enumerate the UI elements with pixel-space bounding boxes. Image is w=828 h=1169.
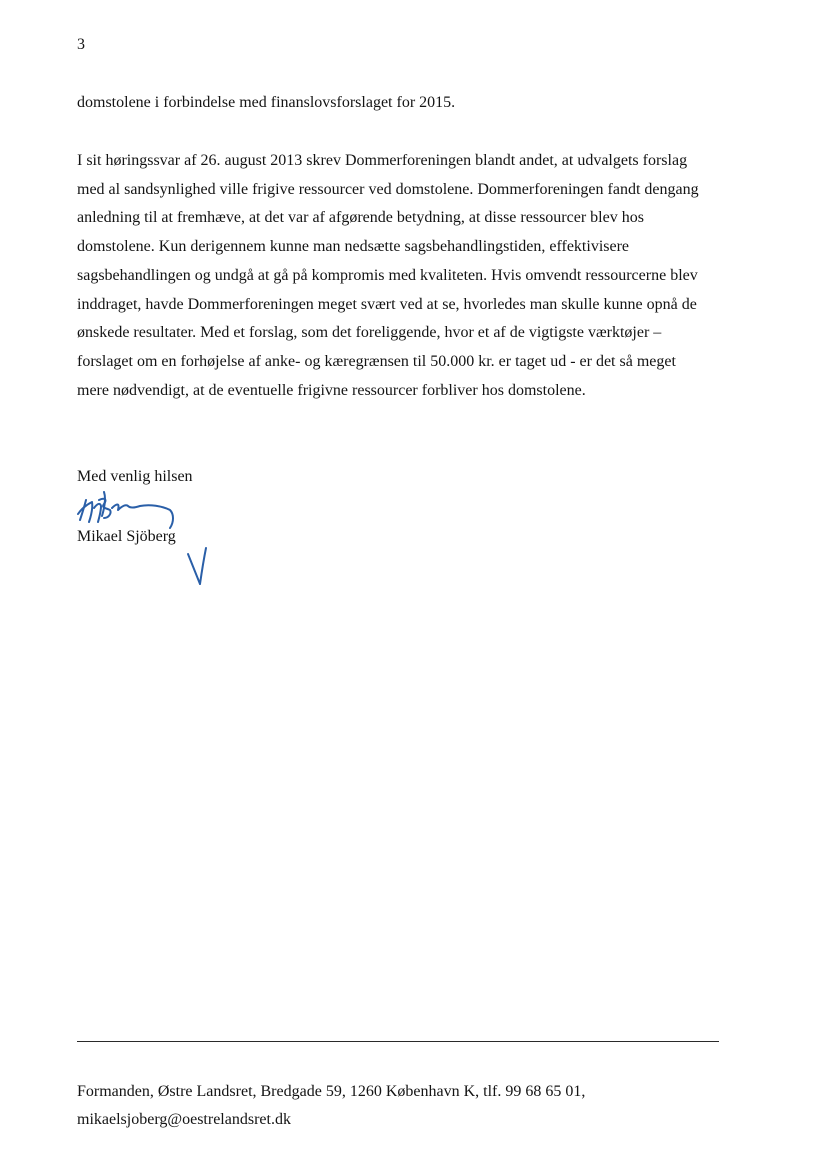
paragraph-line: domstolene. Kun derigennem kunne man nedsætte sagsbehandlingstiden, effektivisere [77, 238, 630, 256]
handwritten-signature [70, 478, 220, 590]
paragraph-line: sagsbehandlingen og undgå at gå på kompromis med kvaliteten. Hvis omvendt ressourcerne blev [77, 266, 698, 284]
footer-email: mikaelsjoberg@oestrelandsret.dk [77, 1111, 291, 1128]
continuation-text: domstolene i forbindelse med finanslovsforslaget for 2015. [77, 94, 456, 111]
paragraph-line: mere nødvendigt, at de eventuelle frigivne ressourcer forbliver hos domstolene. [77, 381, 586, 399]
footer-divider [77, 1041, 719, 1042]
paragraph-line: ønskede resultater. Med et forslag, som det foreliggende, hvor et af de vigtigste værktøjer – [77, 324, 662, 342]
paragraph-line: inddraget, havde Dommerforeningen meget svært ved at se, hvorledes man skulle kunne opnå de [77, 295, 697, 313]
letter-paragraph [77, 147, 737, 405]
signer-name: Mikael Sjöberg [77, 528, 176, 545]
paragraph-line: forslaget om en forhøjelse af anke- og kæregrænsen til 50.000 kr. er taget ud - er det så meget [77, 352, 676, 370]
page-number: 3 [77, 36, 85, 53]
closing-salutation: Med venlig hilsen [77, 468, 193, 485]
footer-address: Formanden, Østre Landsret, Bredgade 59, 1260 København K, tlf. 99 68 65 01, [77, 1083, 586, 1100]
paragraph-line: med al sandsynlighed ville frigive ressourcer ved domstolene. Dommerforeningen fandt dengang [77, 180, 699, 198]
paragraph-line: I sit høringssvar af 26. august 2013 skrev Dommerforeningen blandt andet, at udvalgets forslag [77, 152, 688, 169]
paragraph-line: anledning til at fremhæve, at det var af afgørende betydning, at disse ressourcer blev hos [77, 209, 644, 227]
